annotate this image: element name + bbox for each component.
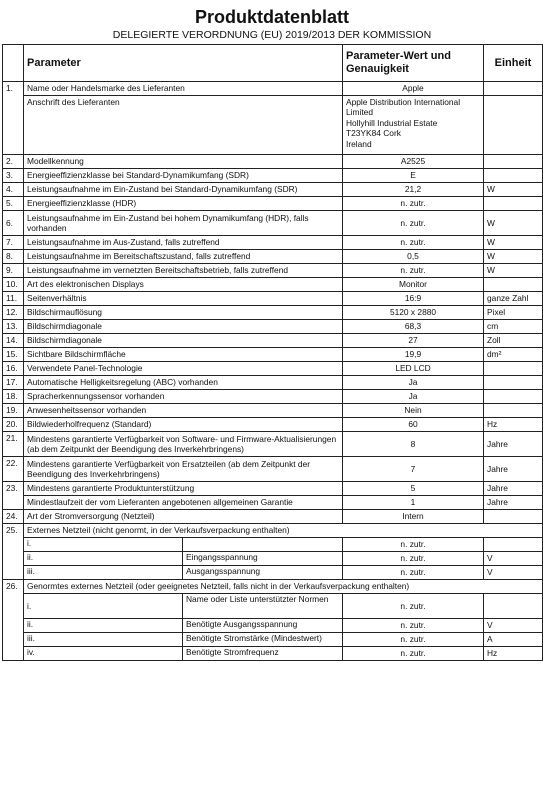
row-value: Apple — [343, 82, 484, 96]
row-number: 13. — [3, 320, 24, 334]
row-unit: V — [484, 552, 543, 566]
row-value: 68,3 — [343, 320, 484, 334]
row-param: Energieeffizienzklasse bei Standard-Dynamikumfang (SDR) — [24, 169, 343, 183]
row-number: 10. — [3, 278, 24, 292]
row-value: Ja — [343, 390, 484, 404]
row-unit — [484, 278, 543, 292]
sub-index: iv. — [27, 647, 183, 660]
row-number: 14. — [3, 334, 24, 348]
row-unit: Jahre — [484, 432, 543, 457]
table-row — [3, 647, 543, 661]
table-row — [3, 362, 543, 376]
row-value: 19,9 — [343, 348, 484, 362]
table-row — [3, 306, 543, 320]
row-value: Ja — [343, 376, 484, 390]
address-line: Ireland — [346, 138, 372, 149]
table-row — [3, 496, 543, 510]
row-value: Intern — [343, 510, 484, 524]
row-number: 5. — [3, 197, 24, 211]
row-value: n. zutr. — [343, 647, 484, 661]
row-value: n. zutr. — [343, 594, 484, 619]
row-value: 1 — [343, 496, 484, 510]
row-value: A2525 — [343, 155, 484, 169]
row-number: 24. — [3, 510, 24, 524]
row-unit: Pixel — [484, 306, 543, 320]
sub-label: Benötigte Stromstärke (Mindestwert) — [186, 633, 322, 643]
row-param: Bildschirmauflösung — [24, 306, 343, 320]
row-value: 5120 x 2880 — [343, 306, 484, 320]
row-unit: A — [484, 633, 543, 647]
row-unit — [484, 390, 543, 404]
row-unit — [484, 538, 543, 552]
row-param: Seitenverhältnis — [24, 292, 343, 306]
row-value: 7 — [343, 457, 484, 482]
row-param: Leistungsaufnahme im vernetzten Bereitschaftsbetrieb, falls zutreffend — [24, 264, 343, 278]
row-value: n. zutr. — [343, 264, 484, 278]
row-unit: W — [484, 264, 543, 278]
table-row — [3, 376, 543, 390]
sub-index: ii. — [27, 552, 183, 565]
sub-row — [24, 619, 343, 633]
row-value: 16:9 — [343, 292, 484, 306]
row-number: 7. — [3, 236, 24, 250]
sub-row — [24, 633, 343, 647]
row-number: 23. — [3, 482, 24, 510]
row-unit: cm — [484, 320, 543, 334]
sub-index: iii. — [27, 633, 183, 646]
row-value: n. zutr. — [343, 211, 484, 236]
row-unit — [484, 197, 543, 211]
page-subtitle: DELEGIERTE VERORDNUNG (EU) 2019/2013 DER KOMMISSION — [112, 29, 432, 41]
row-unit — [484, 510, 543, 524]
table-row — [3, 320, 543, 334]
row-number: 18. — [3, 390, 24, 404]
sub-label: Benötigte Ausgangsspannung — [186, 619, 298, 629]
row-unit: Zoll — [484, 334, 543, 348]
row-number: 12. — [3, 306, 24, 320]
table-row — [3, 169, 543, 183]
row-value: n. zutr. — [343, 236, 484, 250]
row-unit: W — [484, 236, 543, 250]
row-value: 27 — [343, 334, 484, 348]
sub-label: Name oder Liste unterstützter Normen — [186, 594, 329, 604]
row-param: Mindestens garantierte Verfügbarkeit von Software- und Firmware-Aktualisierungen (ab dem Zeitpunkt der Beendigung des Inverkehrbringens) — [24, 432, 343, 457]
table-row — [3, 236, 543, 250]
row-unit — [484, 594, 543, 619]
row-unit — [484, 82, 543, 96]
sub-row — [24, 594, 343, 619]
table-row — [3, 155, 543, 169]
row-unit — [484, 155, 543, 169]
row-number: 3. — [3, 169, 24, 183]
row-param: Art der Stromversorgung (Netzteil) — [24, 510, 343, 524]
row-param: Bildschirmdiagonale — [24, 320, 343, 334]
sub-row — [24, 566, 343, 580]
table-row — [3, 82, 543, 96]
address-line: Limited — [346, 107, 373, 118]
row-value: LED LCD — [343, 362, 484, 376]
row-param: Leistungsaufnahme im Ein-Zustand bei hohem Dynamikumfang (HDR), falls vorhanden — [24, 211, 343, 236]
table-row — [3, 619, 543, 633]
table-row — [3, 538, 543, 552]
row-unit — [484, 376, 543, 390]
table-row — [3, 552, 543, 566]
row-value: E — [343, 169, 484, 183]
table-row — [3, 633, 543, 647]
row-param: Mindestens garantierte Verfügbarkeit von Ersatzteilen (ab dem Zeitpunkt der Beendigung des Inverkehrbringens) — [24, 457, 343, 482]
row-number: 8. — [3, 250, 24, 264]
table-row — [3, 418, 543, 432]
table-row — [3, 510, 543, 524]
row-unit — [484, 96, 543, 155]
address-line: T23YK84 Cork — [346, 128, 401, 139]
row-number: 1. — [3, 82, 24, 155]
row-number: 16. — [3, 362, 24, 376]
row-param: Name oder Handelsmarke des Lieferanten — [24, 82, 343, 96]
row-unit: W — [484, 183, 543, 197]
row-value: n. zutr. — [343, 197, 484, 211]
row-number: 9. — [3, 264, 24, 278]
datasheet — [2, 2, 542, 661]
row-param: Automatische Helligkeitsregelung (ABC) vorhanden — [24, 376, 343, 390]
row-unit: W — [484, 211, 543, 236]
row-unit: Jahre — [484, 457, 543, 482]
row-param: Mindestens garantierte Produktunterstützung — [24, 482, 343, 496]
sub-row — [24, 538, 343, 552]
sub-index: ii. — [27, 619, 183, 632]
row-value: 21,2 — [343, 183, 484, 197]
address-line: Apple Distribution International — [346, 97, 461, 107]
table-header-row — [3, 45, 543, 82]
table-row — [3, 278, 543, 292]
sub-index: i. — [27, 594, 183, 618]
table-row — [3, 264, 543, 278]
row-param: Spracherkennungssensor vorhanden — [24, 390, 343, 404]
row-param: Art des elektronischen Displays — [24, 278, 343, 292]
row-value: 8 — [343, 432, 484, 457]
row-unit: ganze Zahl — [484, 292, 543, 306]
row-number: 26. — [3, 580, 24, 661]
table-row — [3, 432, 543, 457]
table-row — [3, 566, 543, 580]
row-value: Monitor — [343, 278, 484, 292]
row-param: Energieeffizienzklasse (HDR) — [24, 197, 343, 211]
sub-label: Ausgangsspannung — [186, 566, 261, 576]
sub-index: i. — [27, 538, 183, 551]
row-unit: V — [484, 566, 543, 580]
header-unit: Einheit — [484, 45, 543, 82]
address-line: Hollyhill Industrial Estate — [346, 117, 438, 128]
row-param: Externes Netzteil (nicht genormt, in der Verkaufsverpackung enthalten) — [24, 524, 543, 538]
row-unit: Jahre — [484, 482, 543, 496]
row-unit: Hz — [484, 647, 543, 661]
row-unit — [484, 362, 543, 376]
row-value: Nein — [343, 404, 484, 418]
row-param: Sichtbare Bildschirmfläche — [24, 348, 343, 362]
table-row — [3, 390, 543, 404]
row-param: Verwendete Panel-Technologie — [24, 362, 343, 376]
table-row — [3, 594, 543, 619]
row-unit — [484, 169, 543, 183]
row-param: Mindestlaufzeit der vom Lieferanten angebotenen allgemeinen Garantie — [24, 496, 343, 510]
row-param: Anwesenheitssensor vorhanden — [24, 404, 343, 418]
row-unit: V — [484, 619, 543, 633]
row-value: n. zutr. — [343, 538, 484, 552]
row-number: 4. — [3, 183, 24, 197]
row-value: n. zutr. — [343, 566, 484, 580]
row-value: 60 — [343, 418, 484, 432]
row-number: 15. — [3, 348, 24, 362]
table-row — [3, 580, 543, 594]
table-row — [3, 211, 543, 236]
row-value: n. zutr. — [343, 552, 484, 566]
table-row — [3, 250, 543, 264]
row-value: n. zutr. — [343, 633, 484, 647]
table-row — [3, 482, 543, 496]
row-unit: Jahre — [484, 496, 543, 510]
row-unit: dm² — [484, 348, 543, 362]
table-row — [3, 404, 543, 418]
row-value: n. zutr. — [343, 619, 484, 633]
sub-index: iii. — [27, 566, 183, 579]
table-row — [3, 96, 543, 155]
row-number: 11. — [3, 292, 24, 306]
row-param: Modellkennung — [24, 155, 343, 169]
row-number: 6. — [3, 211, 24, 236]
row-param: Bildwiederholfrequenz (Standard) — [24, 418, 343, 432]
datasheet-table — [2, 44, 543, 661]
row-param: Leistungsaufnahme im Ein-Zustand bei Standard-Dynamikumfang (SDR) — [24, 183, 343, 197]
row-unit: Hz — [484, 418, 543, 432]
table-row — [3, 183, 543, 197]
row-unit: W — [484, 250, 543, 264]
table-row — [3, 197, 543, 211]
row-number: 25. — [3, 524, 24, 580]
row-number: 2. — [3, 155, 24, 169]
row-unit — [484, 404, 543, 418]
row-number: 20. — [3, 418, 24, 432]
table-row — [3, 348, 543, 362]
row-param: Bildschirmdiagonale — [24, 334, 343, 348]
header-value: Parameter-Wert und Genauigkeit — [343, 45, 484, 82]
sub-label — [183, 538, 342, 551]
sub-row — [24, 552, 343, 566]
header-num-cell — [3, 45, 24, 82]
sub-row — [24, 647, 343, 661]
row-value: 0,5 — [343, 250, 484, 264]
row-param: Leistungsaufnahme im Bereitschaftszustand, falls zutreffend — [24, 250, 343, 264]
row-param: Genormtes externes Netzteil (oder geeignetes Netzteil, falls nicht in der Verkaufsverpackung enthalten) — [24, 580, 543, 594]
row-param: Anschrift des Lieferanten — [24, 96, 343, 155]
table-row — [3, 524, 543, 538]
sub-label: Eingangsspannung — [186, 552, 258, 562]
table-row — [3, 457, 543, 482]
row-number: 17. — [3, 376, 24, 390]
row-number: 19. — [3, 404, 24, 418]
row-number: 22. — [3, 457, 24, 482]
supplier-address — [343, 96, 484, 155]
page-title: Produktdatenblatt — [194, 7, 349, 27]
header-param: Parameter — [24, 45, 343, 82]
sub-label: Benötigte Stromfrequenz — [186, 647, 279, 657]
row-value: 5 — [343, 482, 484, 496]
table-row — [3, 292, 543, 306]
row-param: Leistungsaufnahme im Aus-Zustand, falls zutreffend — [24, 236, 343, 250]
table-row — [3, 334, 543, 348]
row-number: 21. — [3, 432, 24, 457]
